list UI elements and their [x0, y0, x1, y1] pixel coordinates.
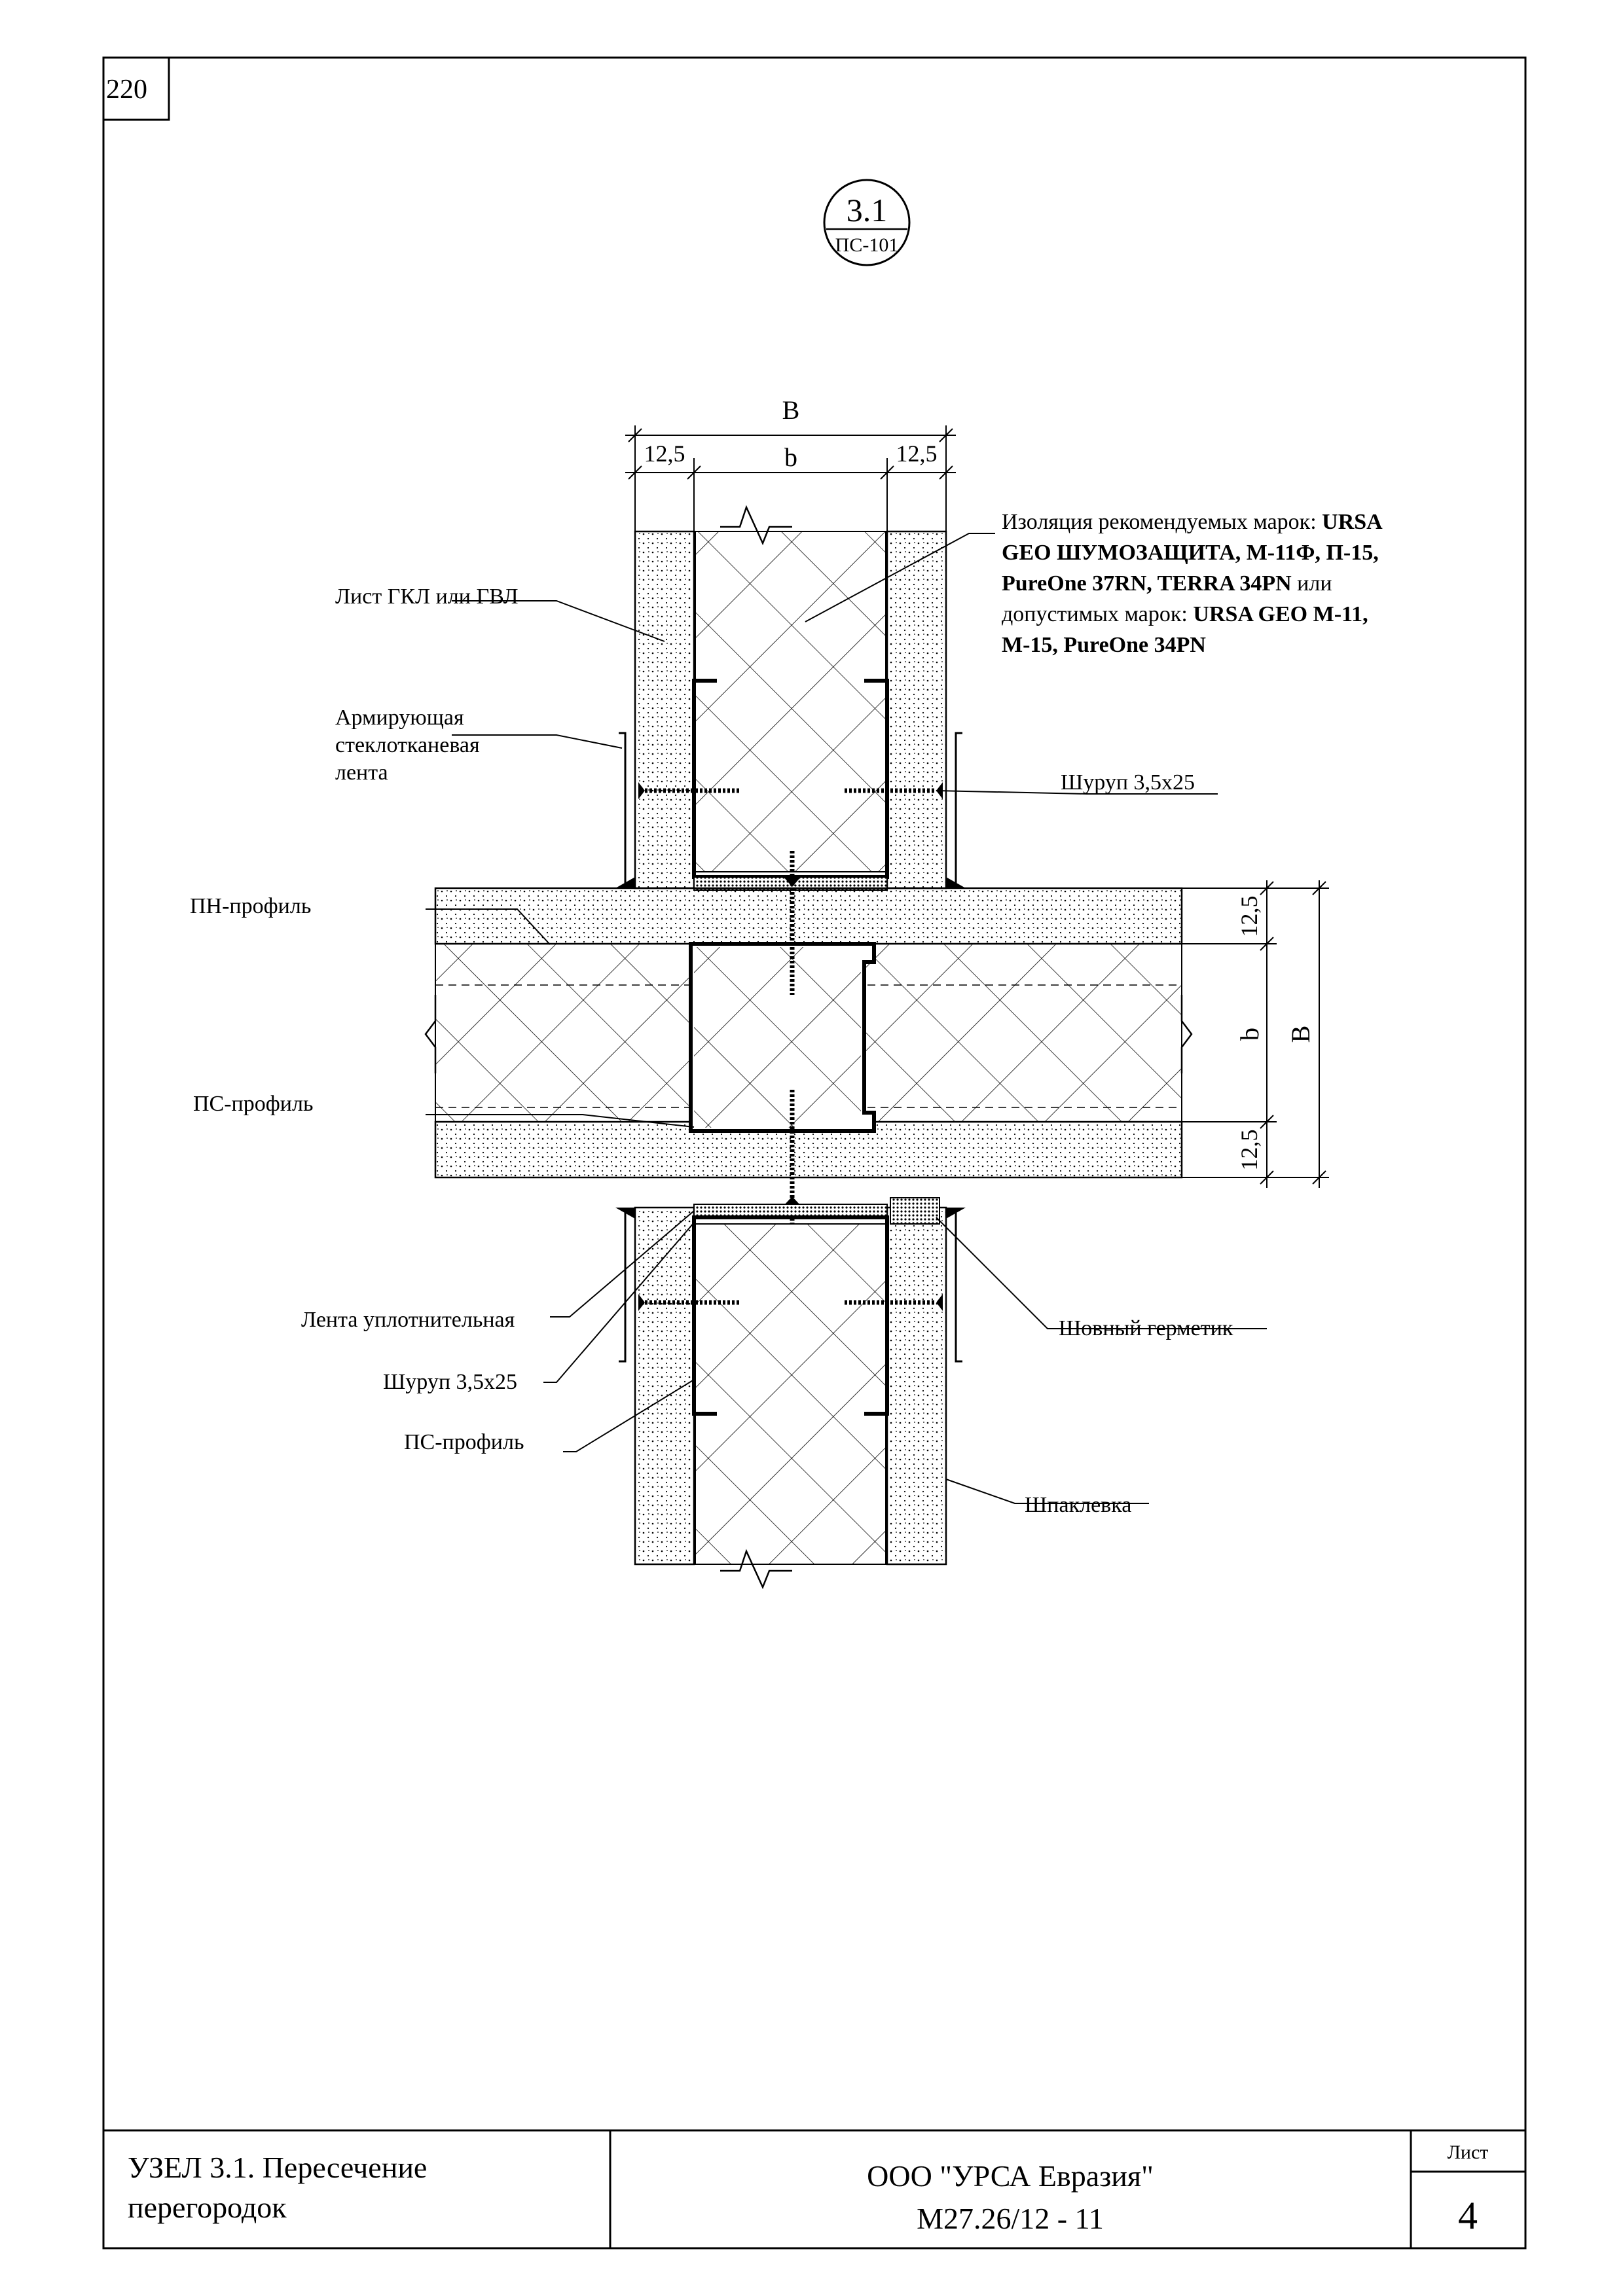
node-number: 3.1: [846, 192, 888, 228]
sheet-number: 4: [1458, 2194, 1478, 2237]
tape-callout-l2: стеклотканевая: [335, 733, 480, 757]
lower-insulation: [695, 1224, 886, 1564]
ps-profile-bottom-callout: ПС-профиль: [404, 1430, 524, 1454]
upper-insulation: [695, 531, 886, 872]
title-line-2: перегородок: [128, 2191, 287, 2224]
dim-right-bottom: 12,5: [1236, 1129, 1262, 1171]
putty-callout: Шпаклевка: [1025, 1493, 1132, 1517]
screw-top-callout: Шуруп 3,5x25: [1061, 770, 1195, 795]
document-code: М27.26/12 - 11: [917, 2202, 1104, 2235]
dim-right-top: 12,5: [1236, 895, 1262, 937]
ps-profile-mid-callout: ПС-профиль: [193, 1092, 314, 1116]
insulation-callout-l4: допустимых марок: URSA GEO М-11,: [1002, 602, 1368, 626]
title-block: [103, 2130, 1525, 2248]
node-reference: ПС-101: [835, 234, 899, 256]
company-name: ООО "УРСА Евразия": [867, 2159, 1154, 2193]
insulation-callout-l2: GEO ШУМОЗАЩИТА, М-11Ф, П-15,: [1002, 541, 1379, 565]
tape-callout-l1: Армирующая: [335, 706, 464, 730]
pn-profile-callout: ПН-профиль: [190, 894, 312, 918]
board-callout: Лист ГКЛ или ГВЛ: [335, 584, 519, 609]
sealing-tape-callout: Лента уплотнительная: [301, 1308, 515, 1332]
dim-top-left: 12,5: [644, 440, 685, 467]
sheet-label: Лист: [1447, 2142, 1489, 2163]
tape-callout-l3: лента: [335, 761, 388, 785]
sheet-number-top: 220: [106, 75, 147, 105]
dim-right-inner: b: [1235, 1028, 1264, 1041]
insulation-callout-l5: М-15, PureOne 34PN: [1002, 633, 1206, 657]
upper-partition: [615, 507, 966, 890]
screw-bottom-callout: Шуруп 3,5x25: [383, 1370, 518, 1394]
title-line-1: УЗЕЛ 3.1. Пересечение: [128, 2151, 428, 2184]
dim-top-overall: В: [782, 395, 800, 425]
dim-top-right: 12,5: [896, 440, 938, 467]
lower-partition: [615, 1198, 966, 1587]
node-marker: [824, 180, 909, 265]
insulation-callout-l3: PureOne 37RN, TERRA 34PN или: [1002, 571, 1332, 596]
main-partition: [426, 851, 1192, 1224]
dim-top-inner: b: [784, 442, 797, 472]
joint-sealant: [890, 1198, 939, 1224]
joint-sealant-callout: Шовный герметик: [1059, 1316, 1233, 1340]
insulation-callout-l1: Изоляция рекомендуемых марок: URSA: [1002, 510, 1383, 534]
dim-right-overall: В: [1286, 1025, 1315, 1043]
